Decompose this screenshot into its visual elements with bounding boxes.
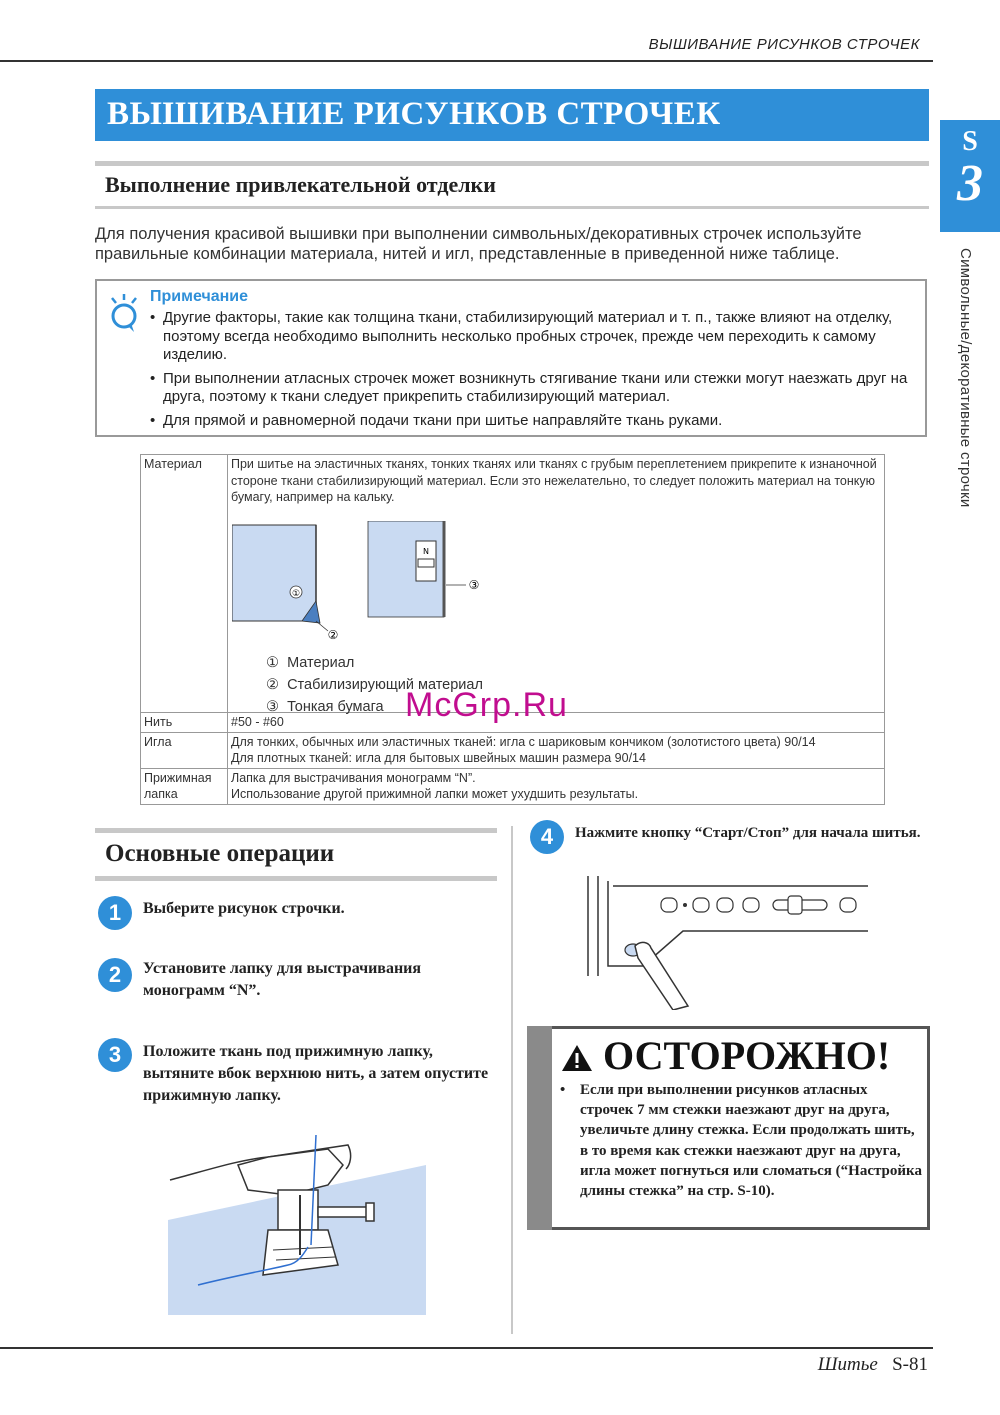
section-title-2: Основные операции (105, 840, 335, 867)
foot-cell (228, 768, 885, 804)
intro-paragraph: Для получения красивой вышивки при выполнении символьных/декоративных строчек используйте правильные комбинации материала, нитей и игл, представленные в приведенной ниже таблице. (95, 225, 862, 263)
foot-line: Лапка для выстрачивания монограмм “N”. (231, 770, 476, 785)
step-number-3: 3 (98, 1038, 132, 1072)
section-bar-bottom (95, 206, 929, 209)
step-text-2: Установите лапку для выстрачивания монограмм “N”. (143, 960, 422, 999)
step-number-1: 1 (98, 896, 132, 930)
callout-2: ② (327, 628, 339, 642)
legend-item: ③ Тонкая бумага (266, 699, 384, 715)
foot-label-line: лапка (144, 787, 178, 801)
needle-cell (228, 732, 885, 768)
note-icon (104, 290, 144, 334)
section-bar-bottom (95, 876, 497, 881)
side-tab-number: 3 (957, 155, 983, 212)
callout-1: ① (291, 589, 301, 599)
thread-label: Нить (141, 713, 228, 733)
side-vertical-text: Символьные/декоративные строчки (957, 248, 974, 508)
caution-title: ОСТОРОЖНО! (603, 1033, 891, 1078)
table-row (141, 768, 885, 804)
spec-table (140, 454, 885, 805)
page-number: S-81 (892, 1354, 928, 1375)
caution-text (560, 1080, 922, 1201)
running-header: ВЫШИВАНИЕ РИСУНКОВ СТРОЧЕК (648, 36, 920, 53)
step-number-2: 2 (98, 958, 132, 992)
material-text: При шитье на эластичных тканях, тонких тканях или тканях с грубым переплетением прикрепите к изнаночной стороне ткани стабилизирующий материал. Если это нежелательно, то следует положить материал на тонкую бумагу, например на кальку. (231, 457, 877, 504)
foot-label-line: Прижимная (144, 770, 212, 785)
page-footer (818, 1354, 928, 1376)
start-stop-illustration (583, 876, 873, 1010)
needle-line: Для тонких, обычных или эластичных тканей: игла с шариковым кончиком (золотистого цвета) 90/14 (231, 734, 816, 749)
footer-rule (0, 1347, 933, 1349)
note-item: • При выполнении атласных строчек может возникнуть стягивание ткани или стежки могут наезжать друг на друга, поэтому к ткани следует прикрепить стабилизирующий материал. (150, 370, 925, 407)
foot-letter: N (423, 547, 429, 556)
callout-3: ③ (468, 578, 480, 592)
material-label: Материал (141, 455, 228, 713)
note-list (150, 309, 925, 435)
side-tab[interactable] (940, 120, 1000, 232)
legend-item: ② Стабилизирующий материал (266, 677, 483, 693)
legend-item: ① Материал (266, 655, 355, 671)
step-text-4: Нажмите кнопку “Старт/Стоп” для начала шитья. (575, 825, 921, 841)
note-title: Примечание (150, 288, 249, 305)
stabilizer-diagram (232, 521, 512, 645)
table-row (141, 455, 885, 713)
material-cell (228, 455, 885, 713)
presser-foot-illustration (168, 1135, 426, 1317)
foot-line: Использование другой прижимной лапки может ухудшить результаты. (231, 787, 639, 801)
step-text-3: Положите ткань под прижимную лапку, вытяните вбок верхнюю нить, а затем опустите прижимную лапку. (143, 1043, 489, 1104)
chapter-title: ВЫШИВАНИЕ РИСУНКОВ СТРОЧЕК (107, 96, 721, 132)
step-text-1: Выберите рисунок строчки. (143, 900, 345, 917)
note-item: • Другие факторы, такие как толщина ткани, стабилизирующий материал и т. п., также влияют на отделку, поэтому всегда необходимо выполнить несколько пробных строчек, прежде чем переходить к самому изделию. (150, 309, 925, 365)
needle-line: Для плотных тканей: игла для бытовых швейных машин размера 90/14 (231, 751, 646, 765)
note-item: • Для прямой и равномерной подачи ткани при шитье направляйте ткань руками. (150, 412, 925, 431)
section-header-2 (95, 828, 497, 881)
chapter-title-bar (95, 89, 929, 141)
section-header-1 (95, 161, 929, 209)
step-number-4: 4 (530, 820, 564, 854)
needle-label: Игла (141, 732, 228, 768)
watermark: McGrp.Ru (405, 686, 568, 724)
column-divider (511, 826, 513, 1334)
section-title-1: Выполнение привлекательной отделки (105, 172, 496, 197)
foot-label (141, 768, 228, 804)
footer-section: Шитье (817, 1354, 878, 1375)
caution-item: • Если при выполнении рисунков атласных строчек 7 мм стежки наезжают друг на друга, увеличьте длину стежка. Если продолжать шить, в то время как стежки наезжают друг на друга, игла может погнуться или сломаться (“Настройка длины стежка” на стр. S-10). (560, 1080, 922, 1201)
thread-value: #50 - #60 (228, 713, 885, 733)
header-rule (0, 60, 933, 62)
warning-triangle-icon (560, 1043, 594, 1073)
caution-side-bar (527, 1026, 552, 1230)
side-tab-letter: S (962, 126, 978, 157)
table-row (141, 732, 885, 768)
